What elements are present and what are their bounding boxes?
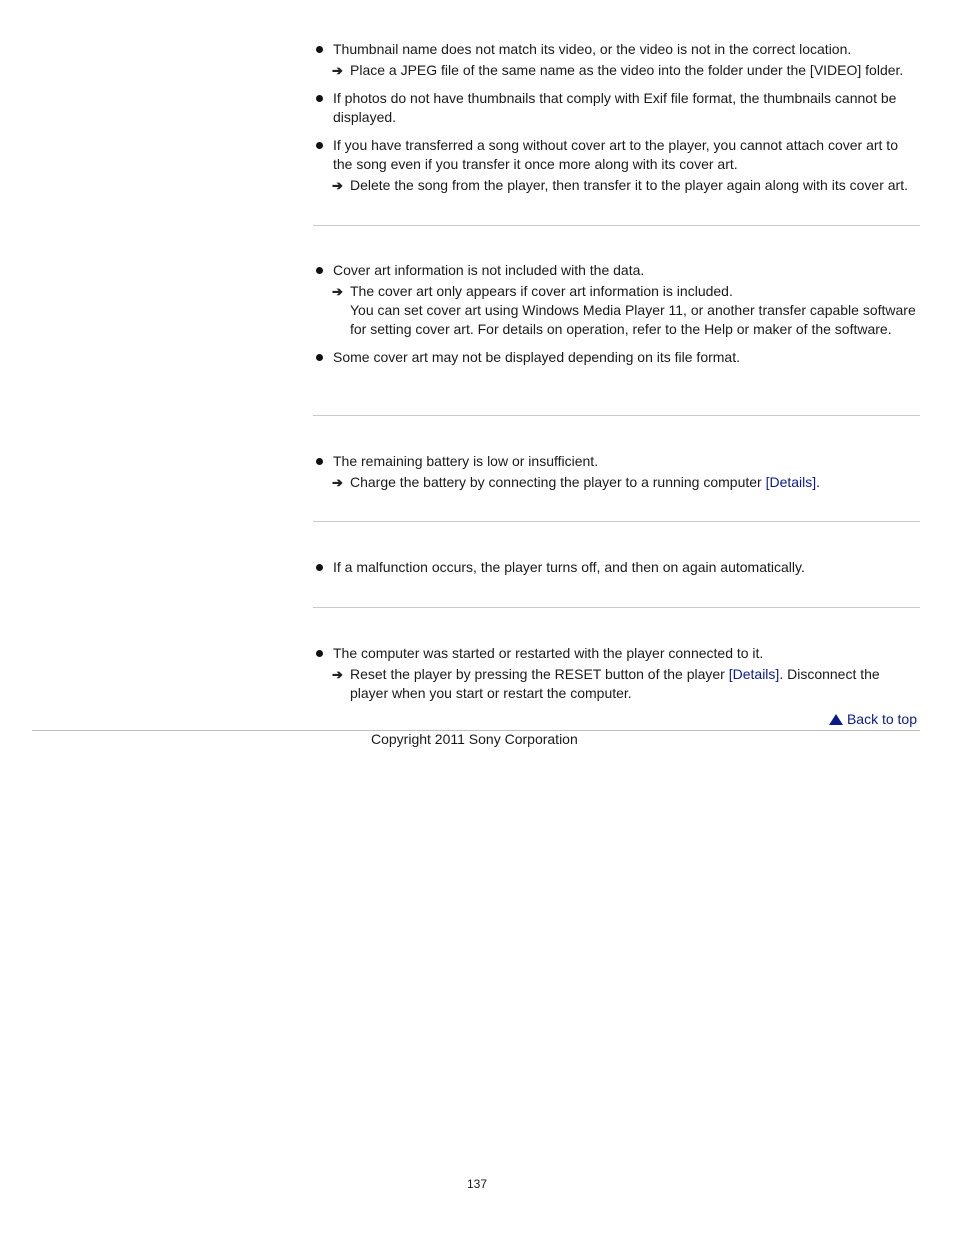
arrow-right-icon: ➔ xyxy=(332,284,343,299)
list-item: Cover art information is not included with the data. ➔ The cover art only appears if cover art information is included. You can set cover art using Windows Media Player 11, or another transfer capable software for setting cover art. For details on operation, refer to the Help or maker of the software. xyxy=(313,261,920,339)
up-triangle-icon xyxy=(829,714,843,725)
arrow-right-icon: ➔ xyxy=(332,475,343,490)
solution-item: ➔ Charge the battery by connecting the player to a running computer [Details]. xyxy=(332,474,821,490)
list-item: Some cover art may not be displayed depending on its file format. xyxy=(313,348,920,367)
section-battery xyxy=(313,452,920,492)
section-divider xyxy=(313,521,920,522)
details-link[interactable]: [Details] xyxy=(728,666,780,682)
solution-item: ➔ The cover art only appears if cover art information is included. You can set cover art using Windows Media Player 11, or another transfer capable software for setting cover art. For details on operation, refer to the Help or maker of the software. xyxy=(332,283,916,337)
solution-item: ➔ Delete the song from the player, then transfer it to the player again along with its cover art. xyxy=(332,177,908,193)
arrow-right-icon: ➔ xyxy=(332,667,343,682)
section-divider xyxy=(313,225,920,226)
bullet-icon xyxy=(316,267,323,274)
section-restart xyxy=(313,644,920,703)
list-item: The computer was started or restarted with the player connected to it. ➔ Reset the player by pressing the RESET button of the player [Details]. Disconnect the player when you start or restart the computer. xyxy=(313,644,920,703)
section-malfunction xyxy=(313,558,920,577)
solution-item: ➔ Reset the player by pressing the RESET button of the player [Details]. Disconnect the player when you start or restart the computer. xyxy=(332,666,880,701)
bullet-icon xyxy=(316,564,323,571)
arrow-right-icon: ➔ xyxy=(332,178,343,193)
list-item: If you have transferred a song without cover art to the player, you cannot attach cover art to the song even if you transfer it once more along with its cover art. ➔ Delete the song from the player, then transfer it to the player again along with its cover art. xyxy=(313,136,920,195)
section-cover-art xyxy=(313,261,920,367)
bullet-icon xyxy=(316,650,323,657)
list-item: If photos do not have thumbnails that comply with Exif file format, the thumbnails cannot be displayed. xyxy=(313,89,920,127)
section-divider xyxy=(313,607,920,608)
list-item: Thumbnail name does not match its video, or the video is not in the correct location. ➔ Place a JPEG file of the same name as the video into the folder under the [VIDEO] folder. xyxy=(313,40,920,80)
details-link[interactable]: [Details] xyxy=(765,474,817,490)
bullet-icon xyxy=(316,354,323,361)
list-item: The remaining battery is low or insufficient. ➔ Charge the battery by connecting the player to a running computer [Details]. xyxy=(313,452,920,492)
bullet-icon xyxy=(316,95,323,102)
copyright-text: Copyright 2011 Sony Corporation xyxy=(371,731,578,747)
page-number: 137 xyxy=(466,1177,488,1191)
bullet-icon xyxy=(316,142,323,149)
arrow-right-icon: ➔ xyxy=(332,63,343,78)
bullet-icon xyxy=(316,46,323,53)
bullet-icon xyxy=(316,458,323,465)
section-thumbnails xyxy=(313,40,920,195)
back-to-top-link[interactable]: Back to top xyxy=(829,711,917,727)
list-item: If a malfunction occurs, the player turns off, and then on again automatically. xyxy=(313,558,920,577)
solution-item: ➔ Place a JPEG file of the same name as the video into the folder under the [VIDEO] folder. xyxy=(332,62,904,78)
section-divider xyxy=(313,415,920,416)
